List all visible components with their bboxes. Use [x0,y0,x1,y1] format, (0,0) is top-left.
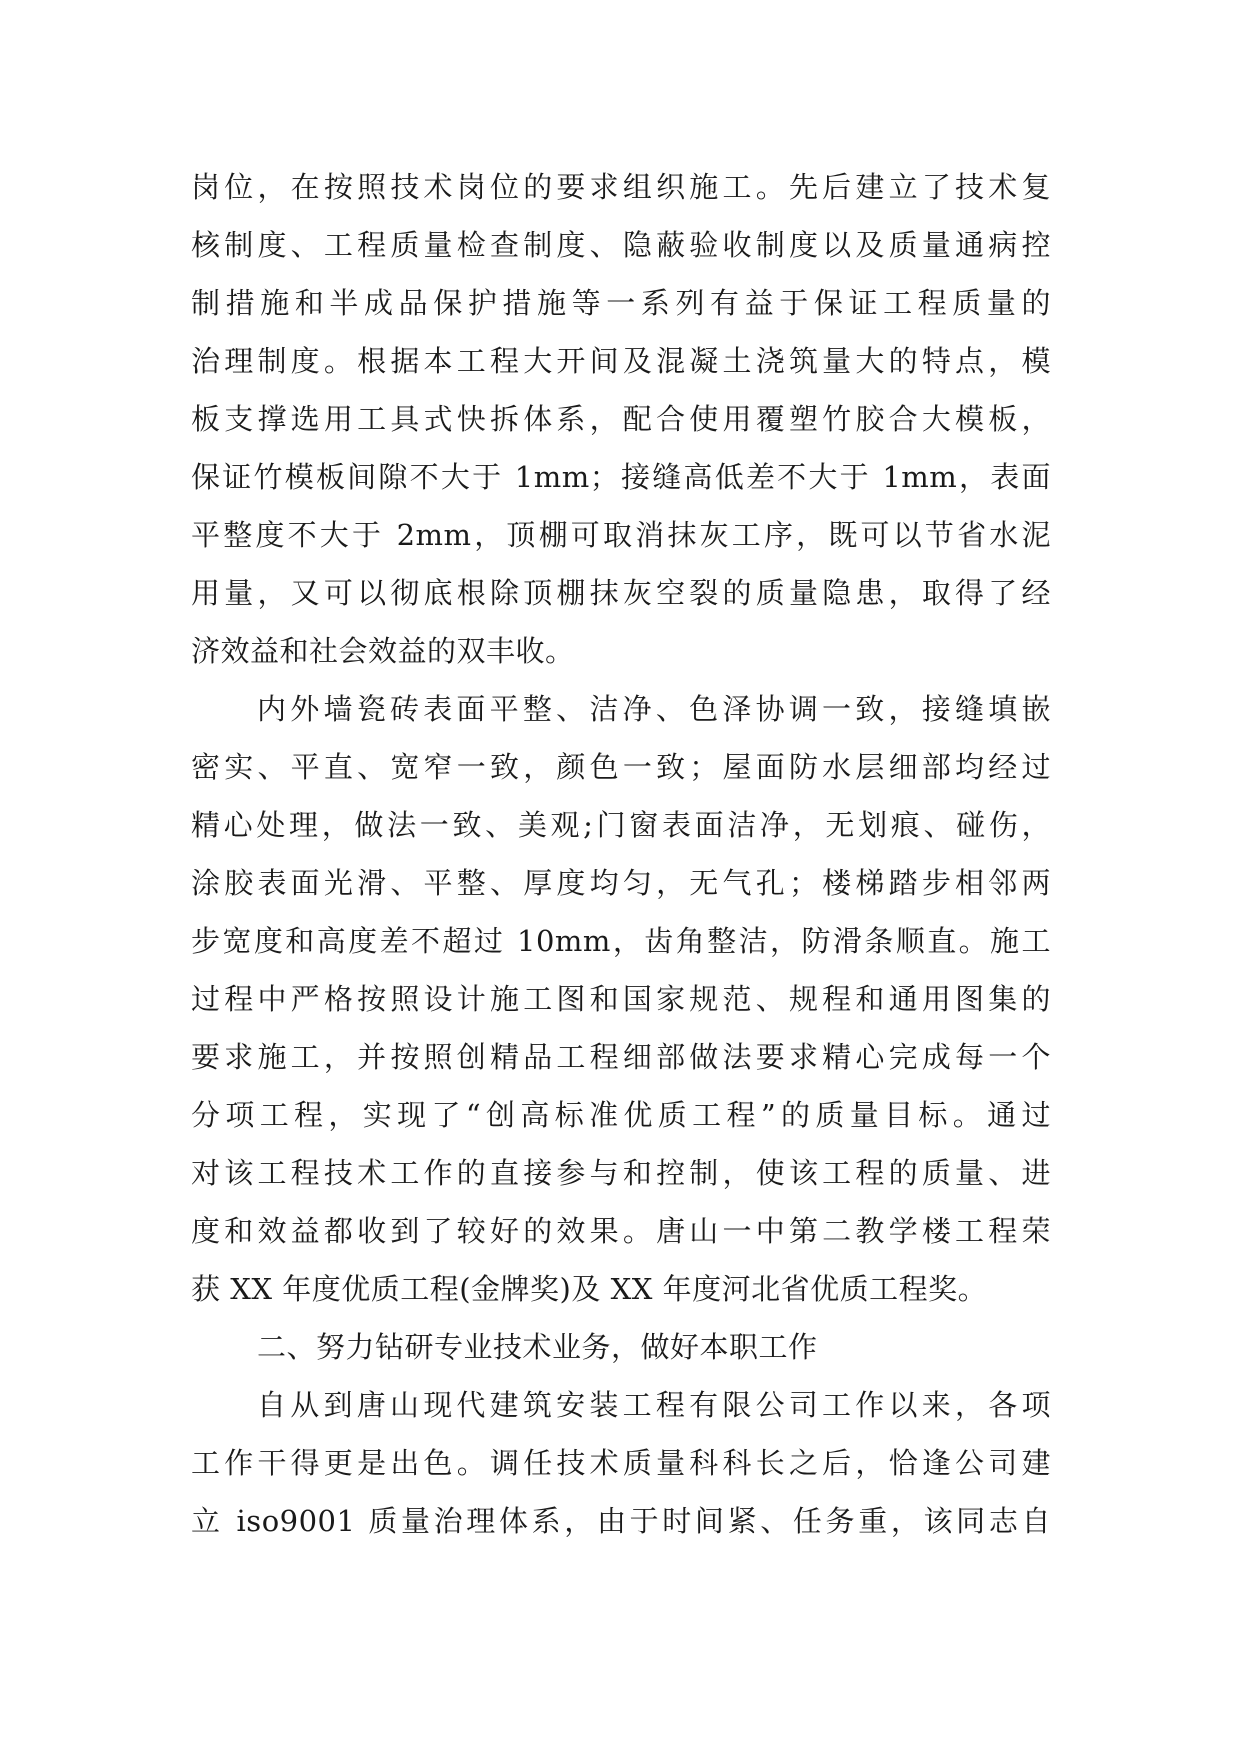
text-line: 度和效益都收到了较好的效果。唐山一中第二教学楼工程荣 [191,1214,1051,1248]
text-line: 板支撑选用工具式快拆体系，配合使用覆塑竹胶合大模板， [191,402,1051,436]
text-line: 用量，又可以彻底根除顶棚抹灰空裂的质量隐患，取得了经 [191,576,1051,610]
text-line: 对该工程技术工作的直接参与和控制，使该工程的质量、进 [191,1156,1051,1190]
text-line: 工作干得更是出色。调任技术质量科科长之后，恰逢公司建 [191,1446,1051,1480]
text-line: 获 XX 年度优质工程(金牌奖)及 XX 年度河北省优质工程奖。 [191,1272,988,1306]
text-line: 精心处理，做法一致、美观;门窗表面洁净，无划痕、碰伤， [191,808,1051,842]
text-line: 制措施和半成品保护措施等一系列有益于保证工程质量的 [191,286,1051,320]
text-line: 治理制度。根据本工程大开间及混凝土浇筑量大的特点，模 [191,344,1051,378]
text-line: 涂胶表面光滑、平整、厚度均匀，无气孔；楼梯踏步相邻两 [191,866,1051,900]
text-line: 步宽度和高度差不超过 10mm，齿角整洁，防滑条顺直。施工 [191,924,1051,958]
paragraph-first-line: 内外墙瓷砖表面平整、洁净、色泽协调一致，接缝填嵌 [257,692,1051,726]
text-line: 过程中严格按照设计施工图和国家规范、规程和通用图集的 [191,982,1051,1016]
body-text [191,158,1051,1550]
paragraph-first-line: 自从到唐山现代建筑安装工程有限公司工作以来，各项 [257,1388,1051,1422]
text-line: 保证竹模板间隙不大于 1mm；接缝高低差不大于 1mm，表面 [191,460,1051,494]
text-line: 平整度不大于 2mm，顶棚可取消抹灰工序，既可以节省水泥 [191,518,1051,552]
text-line: 济效益和社会效益的双丰收。 [191,634,575,668]
text-line: 要求施工，并按照创精品工程细部做法要求精心完成每一个 [191,1040,1051,1074]
text-line: 立 iso9001 质量治理体系，由于时间紧、任务重，该同志自 [191,1504,1051,1538]
section-heading: 二、努力钻研专业技术业务，做好本职工作 [257,1330,818,1364]
text-line: 密实、平直、宽窄一致，颜色一致；屋面防水层细部均经过 [191,750,1051,784]
text-line: 核制度、工程质量检查制度、隐蔽验收制度以及质量通病控 [191,228,1051,262]
text-line: 岗位，在按照技术岗位的要求组织施工。先后建立了技术复 [191,170,1051,204]
text-line: 分项工程，实现了“创高标准优质工程”的质量目标。通过 [191,1098,1051,1132]
